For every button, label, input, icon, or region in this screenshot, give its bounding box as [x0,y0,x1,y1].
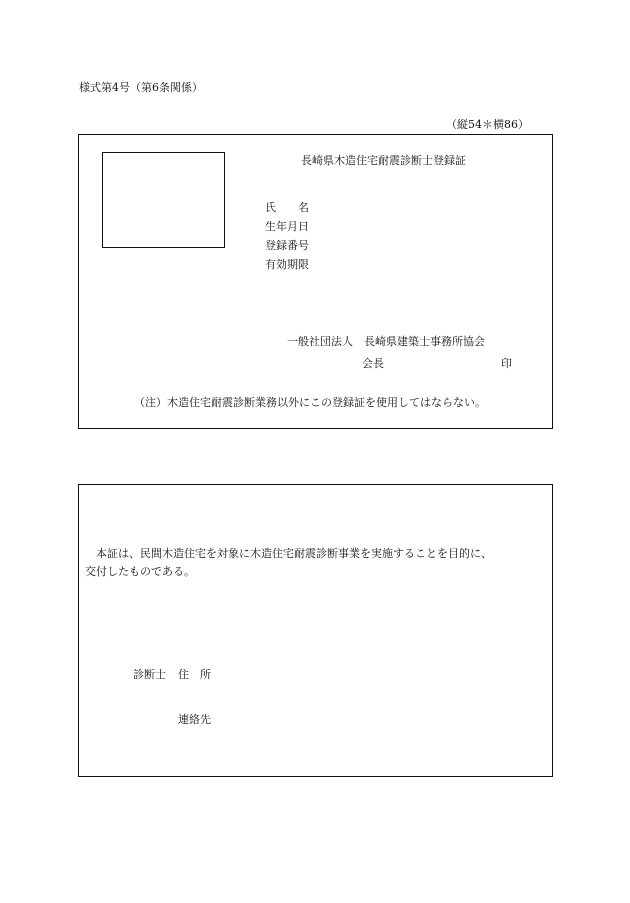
seal-mark: 印 [501,357,512,370]
registration-card-front [78,134,553,429]
birthdate-field-label: 生年月日 [265,220,309,233]
form-label: 様式第4号（第6条関係） [79,81,203,94]
statement-line-1: 本証は、民間木造住宅を対象に木造住宅耐震診断事業を実施することを目的に、 [96,547,492,560]
card-title: 長崎県木造住宅耐震診断士登録証 [301,154,466,167]
name-field-label: 氏 名 [265,201,309,214]
usage-note: （注）木造住宅耐震診断業務以外にこの登録証を使用してはならない。 [134,396,486,409]
statement-line-2: 交付したものである。 [85,565,195,578]
contact-label: 連絡先 [178,713,211,726]
registration-card-back [78,484,553,777]
validity-field-label: 有効期限 [265,258,309,271]
inspector-label: 診断士 [133,668,166,681]
photo-box [102,152,225,248]
registration-number-field-label: 登録番号 [265,239,309,252]
size-note: （縦54＊横86） [446,118,529,131]
issuer-name: 一般社団法人 長崎県建築士事務所協会 [287,335,485,348]
address-label: 住 所 [178,668,211,681]
president-label: 会長 [362,357,384,370]
